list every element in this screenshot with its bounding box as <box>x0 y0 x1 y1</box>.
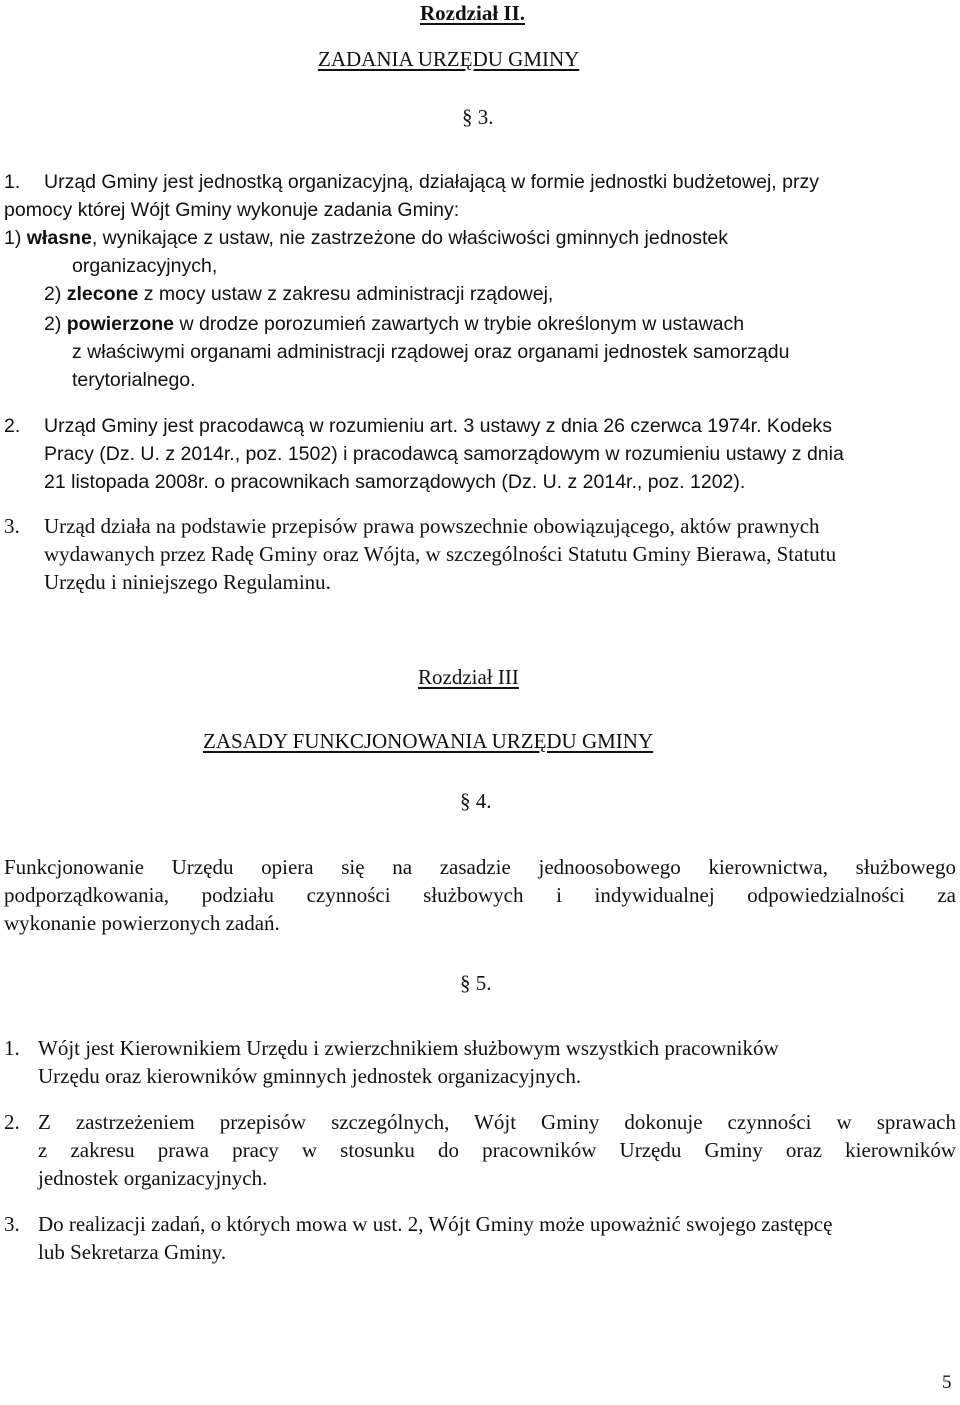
text-line: wydawanych przez Radę Gminy oraz Wójta, w szczególności Statutu Gminy Bierawa, Statutu <box>44 542 837 566</box>
text-line: Urząd działa na podstawie przepisów prawa powszechnie obowiązującego, aktów prawnych <box>44 514 820 538</box>
point-number: 2. <box>4 1110 20 1134</box>
text-line: z zakresu prawa pracy w stosunku do pracowników Urzędu Gminy oraz kierowników <box>38 1138 956 1162</box>
chapter-heading: Rozdział II. <box>420 1 525 25</box>
text-line: jednostek organizacyjnych. <box>38 1166 268 1190</box>
item-text: w drodze porozumień zawartych w trybie określonym w ustawach <box>174 313 745 335</box>
item-number: 2) <box>44 313 62 335</box>
text-line: 21 listopada 2008r. o pracownikach samorządowych (Dz. U. z 2014r., poz. 1202). <box>44 471 746 493</box>
list-item <box>44 311 744 337</box>
item-text: z mocy ustaw z zakresu administracji rządowej, <box>138 283 554 305</box>
item-number: 1) <box>4 227 22 249</box>
chapter-heading: Rozdział III <box>418 665 519 689</box>
text-line: organizacyjnych, <box>72 255 218 277</box>
paragraph-sign: § 4. <box>460 789 492 813</box>
item-keyword: własne <box>26 227 92 249</box>
text-line: Urząd Gminy jest jednostką organizacyjną, działającą w formie jednostki budżetowej, przy <box>44 171 819 193</box>
text-line: Urzędu oraz kierowników gminnych jednostek organizacyjnych. <box>38 1064 582 1088</box>
item-text: , wynikające z ustaw, nie zastrzeżone do właściwości gminnych jednostek <box>91 227 729 249</box>
point-number: 1. <box>4 1036 20 1060</box>
page-number: 5 <box>942 1372 952 1393</box>
list-item <box>44 281 553 307</box>
point-number: 2. <box>4 415 21 437</box>
text-line: Pracy (Dz. U. z 2014r., poz. 1502) i pracodawcą samorządowym w rozumieniu ustawy z dnia <box>44 443 844 465</box>
text-line: lub Sekretarza Gminy. <box>38 1240 227 1264</box>
item-keyword: zlecone <box>66 283 139 305</box>
text-line: Funkcjonowanie Urzędu opiera się na zasadzie jednoosobowego kierownictwa, służbowego <box>4 855 956 879</box>
list-item <box>4 225 728 251</box>
chapter-title: ZADANIA URZĘDU GMINY <box>318 47 580 71</box>
point-number: 1. <box>4 171 21 193</box>
text-line: Urzędu i niniejszego Regulaminu. <box>44 570 331 594</box>
text-line: Urząd Gminy jest pracodawcą w rozumieniu art. 3 ustawy z dnia 26 czerwca 1974r. Kodeks <box>44 415 832 437</box>
paragraph-sign: § 5. <box>460 971 492 995</box>
point-number: 3. <box>4 514 20 538</box>
text-line: Z zastrzeżeniem przepisów szczególnych, Wójt Gminy dokonuje czynności w sprawach <box>38 1110 956 1134</box>
text-line: wykonanie powierzonych zadań. <box>4 911 280 935</box>
text-line: pomocy której Wójt Gminy wykonuje zadania Gminy: <box>4 199 460 221</box>
point-number: 3. <box>4 1212 20 1236</box>
text-line: terytorialnego. <box>72 369 196 391</box>
text-line: podporządkowania, podziału czynności służbowych i indywidualnej odpowiedzialności za <box>4 883 956 907</box>
item-number: 2) <box>44 283 62 305</box>
text-line: Do realizacji zadań, o których mowa w ust. 2, Wójt Gminy może upoważnić swojego zastępcę <box>38 1212 833 1236</box>
item-keyword: powierzone <box>66 313 175 335</box>
text-line: Wójt jest Kierownikiem Urzędu i zwierzchnikiem służbowym wszystkich pracowników <box>38 1036 779 1060</box>
paragraph-sign: § 3. <box>462 105 494 129</box>
text-line: z właściwymi organami administracji rządowej oraz organami jednostek samorządu <box>72 341 790 363</box>
chapter-title: ZASADY FUNKCJONOWANIA URZĘDU GMINY <box>203 729 654 753</box>
